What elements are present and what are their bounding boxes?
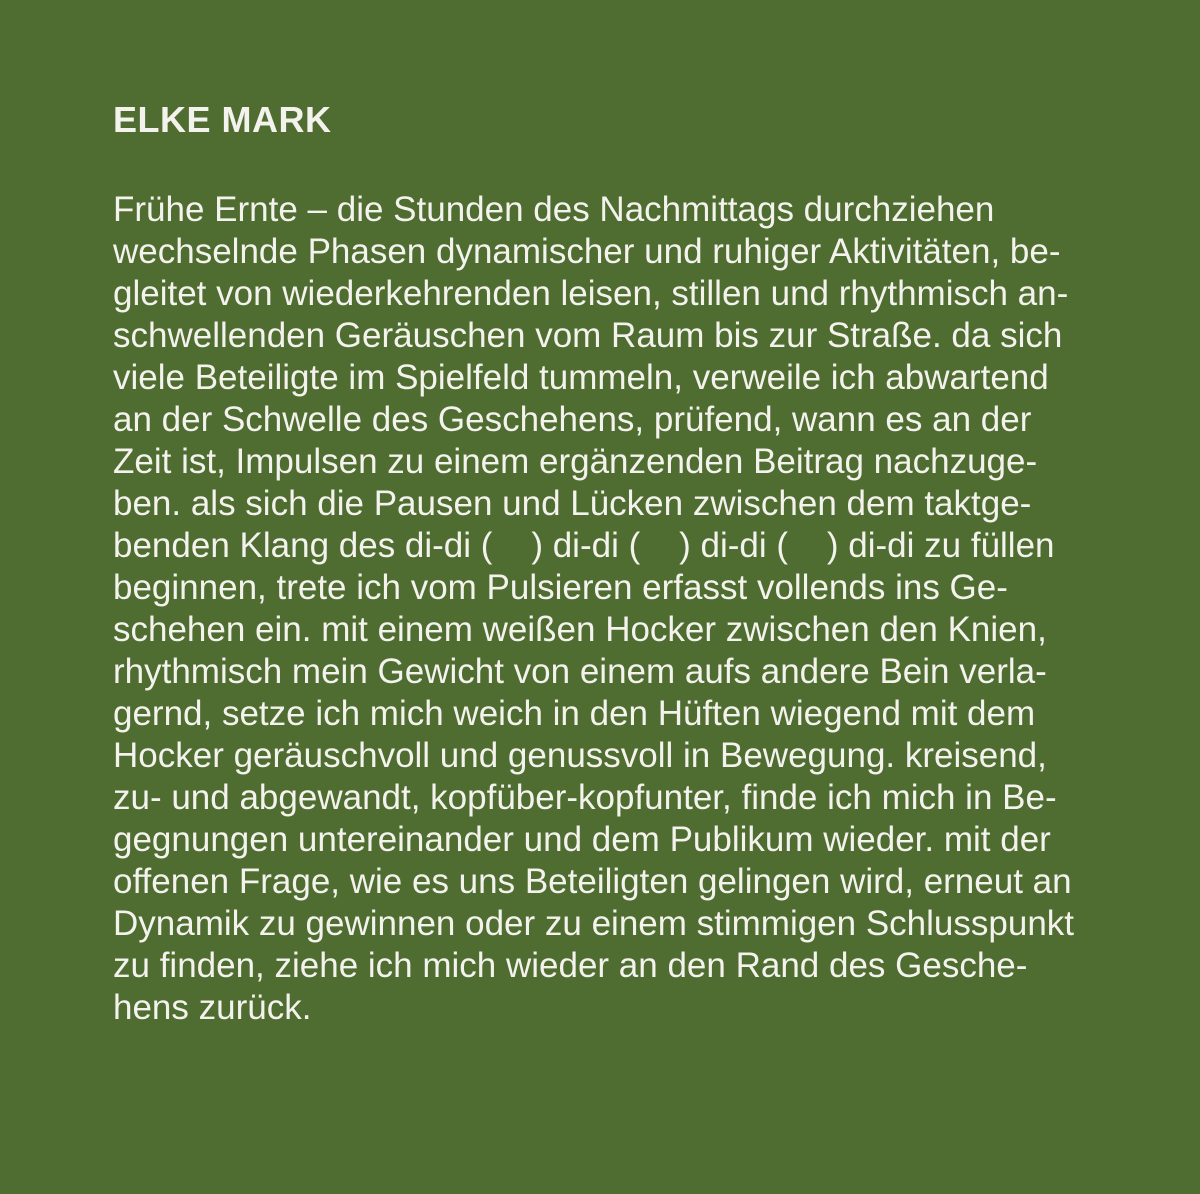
text-line: Hocker geräuschvoll und genussvoll in Bewegung. kreisend, <box>113 736 1047 775</box>
text-line: ben. als sich die Pausen und Lücken zwischen dem taktge- <box>113 484 1032 523</box>
text-line: Frühe Ernte – die Stunden des Nachmittags durchziehen <box>113 190 995 229</box>
page-title: ELKE MARK <box>113 99 332 140</box>
text-line: hens zurück. <box>113 988 312 1027</box>
text-line: schwellenden Geräuschen vom Raum bis zur Straße. da sich <box>113 316 1063 355</box>
text-line: viele Beteiligte im Spielfeld tummeln, verweile ich abwartend <box>113 358 1049 397</box>
text-line: rhythmisch mein Gewicht von einem aufs andere Bein verla- <box>113 652 1047 691</box>
text-line: zu- und abgewandt, kopfüber-kopfunter, finde ich mich in Be- <box>113 778 1057 817</box>
text-line: schehen ein. mit einem weißen Hocker zwischen den Knien, <box>113 610 1047 649</box>
text-line: an der Schwelle des Geschehens, prüfend, wann es an der <box>113 400 1032 439</box>
text-line: benden Klang des di-di ( ) di-di ( ) di-di ( ) di-di zu füllen <box>113 526 1055 565</box>
text-line: offenen Frage, wie es uns Beteiligten gelingen wird, erneut an <box>113 862 1072 901</box>
body-text <box>113 189 1113 1029</box>
text-line: gegnungen untereinander und dem Publikum wieder. mit der <box>113 820 1051 859</box>
text-line: zu finden, ziehe ich mich wieder an den Rand des Gesche- <box>113 946 1028 985</box>
text-line: Zeit ist, Impulsen zu einem ergänzenden Beitrag nachzuge- <box>113 442 1038 481</box>
text-line: Dynamik zu gewinnen oder zu einem stimmigen Schlusspunkt <box>113 904 1075 943</box>
text-line: beginnen, trete ich vom Pulsieren erfasst vollends ins Ge- <box>113 568 1008 607</box>
text-line: gernd, setze ich mich weich in den Hüften wiegend mit dem <box>113 694 1036 733</box>
text-line: wechselnde Phasen dynamischer und ruhiger Aktivitäten, be- <box>113 232 1061 271</box>
text-line: gleitet von wiederkehrenden leisen, stillen und rhythmisch an- <box>113 274 1069 313</box>
